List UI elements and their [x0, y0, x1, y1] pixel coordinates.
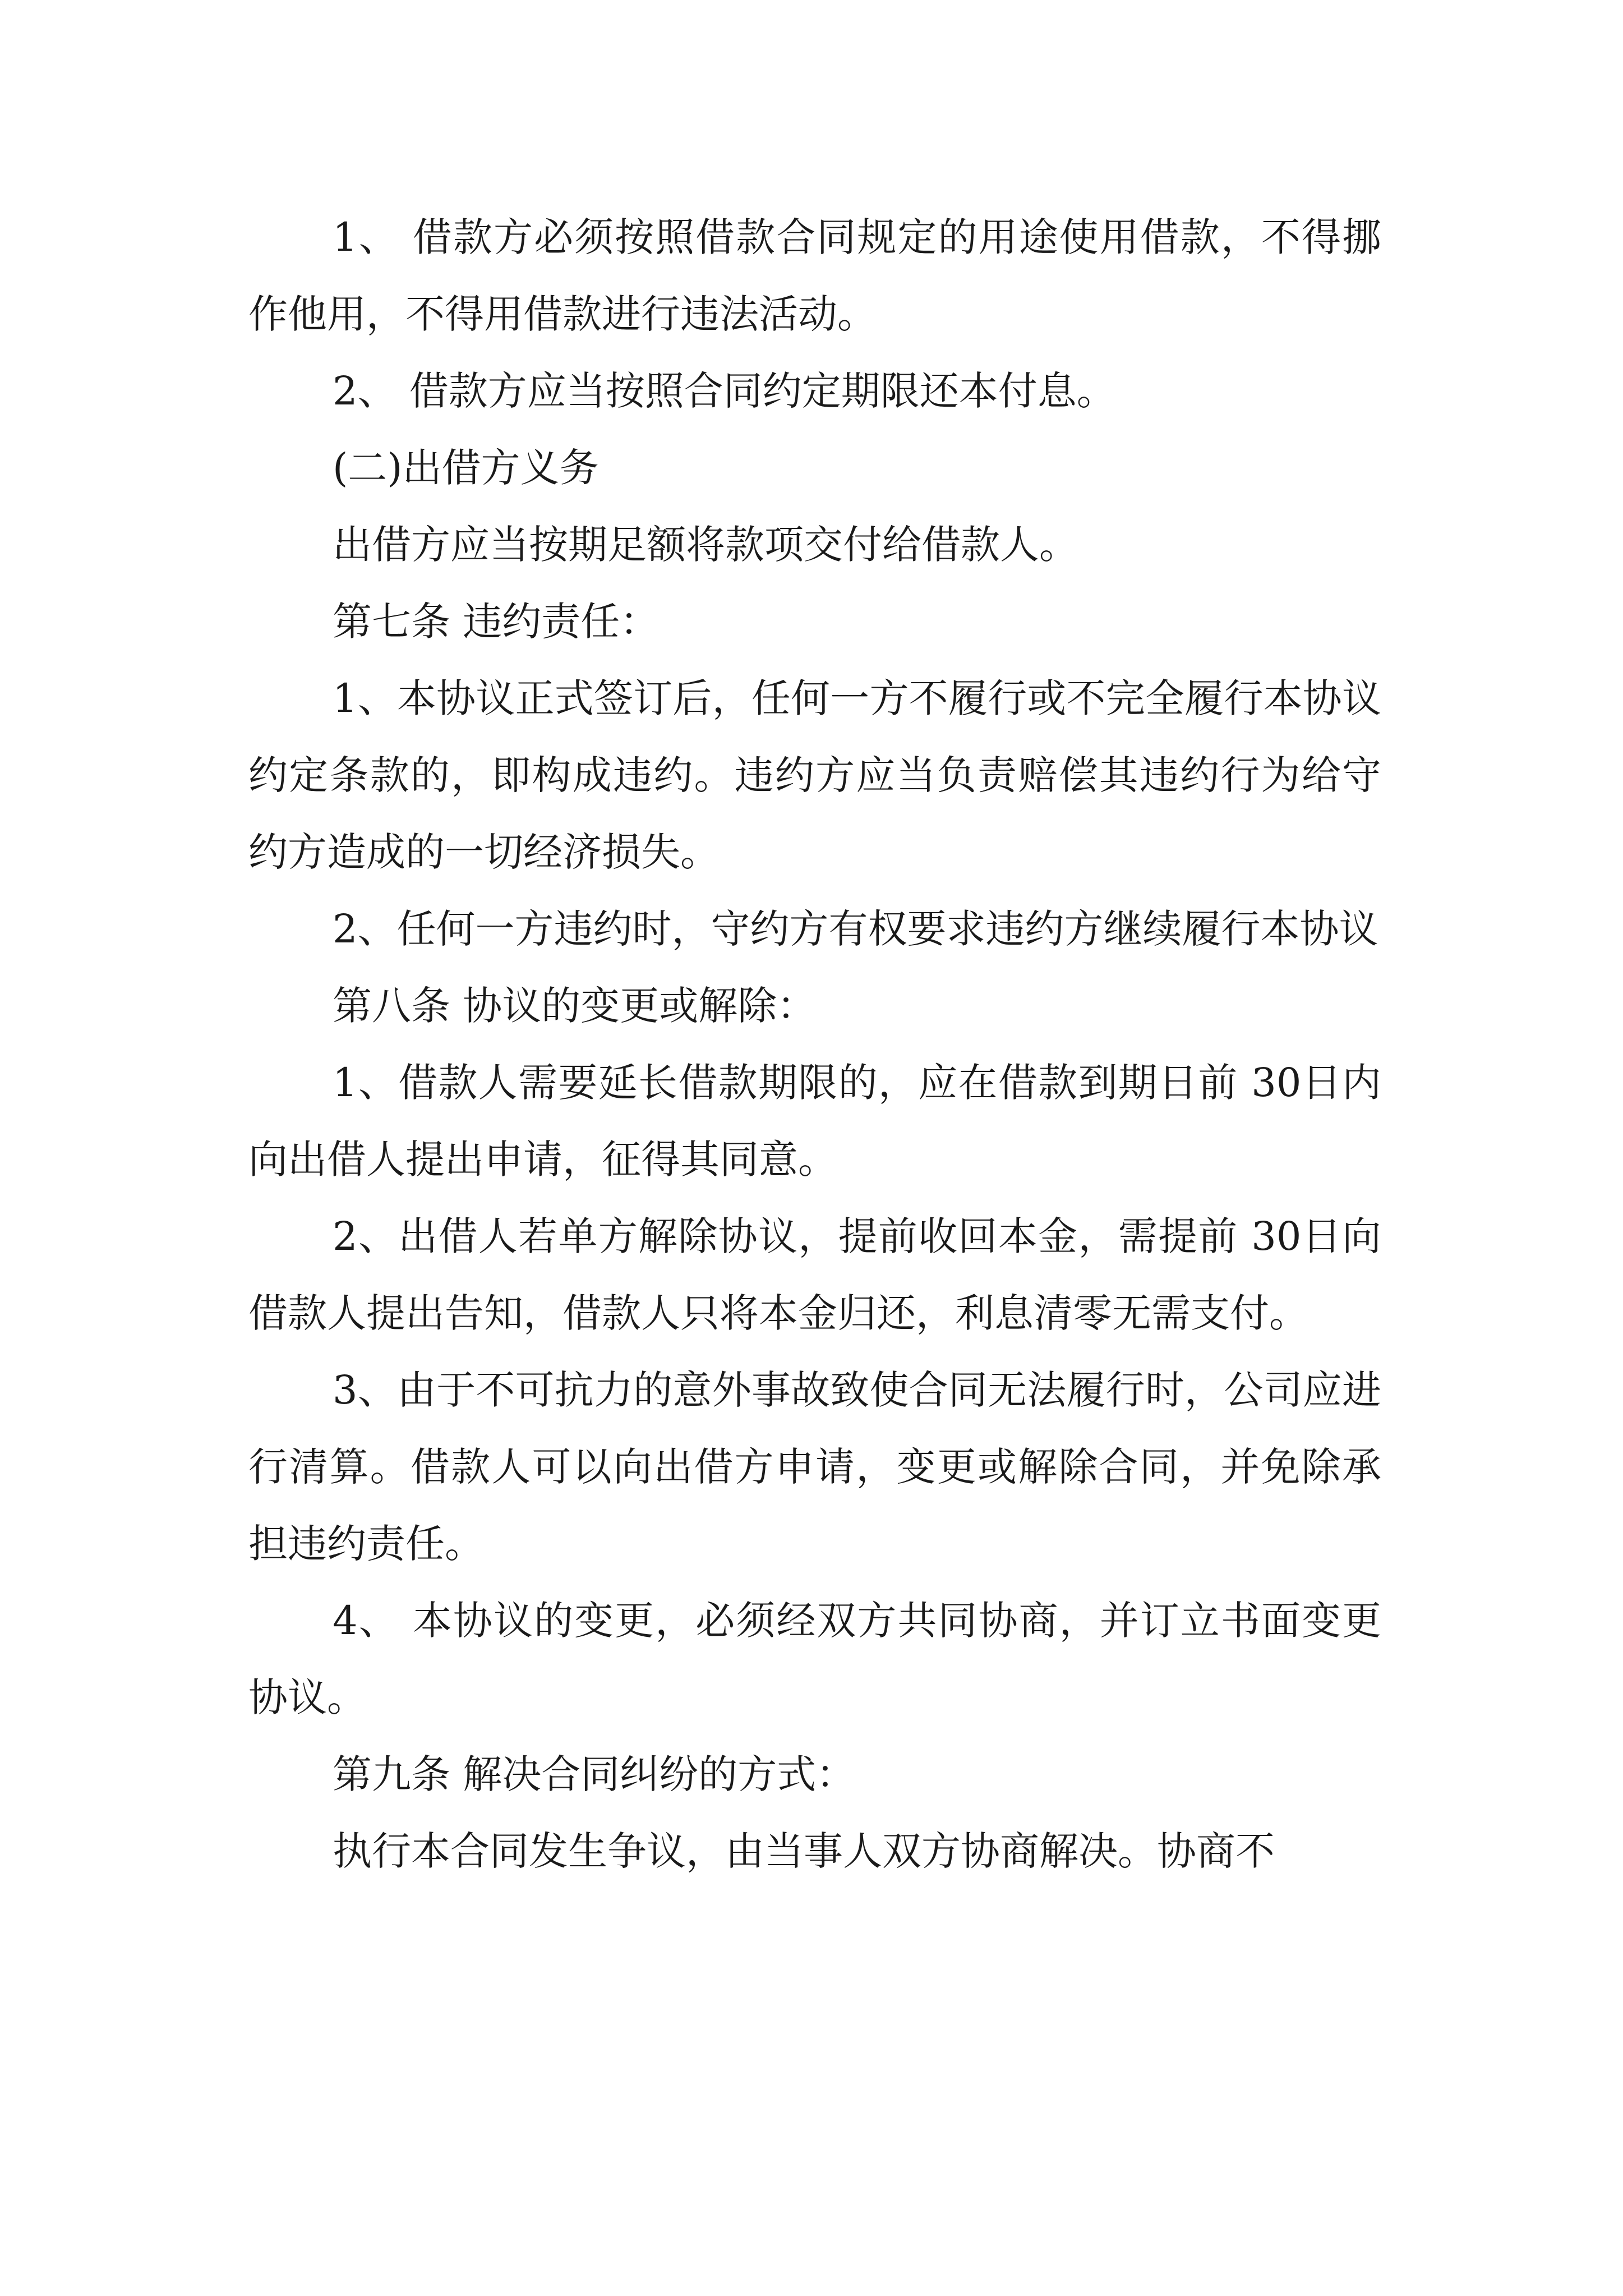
document-body [248, 199, 1381, 1890]
paragraph-borrower-use-of-loan: 1、 借款方必须按照借款合同规定的用途使用借款，不得挪作他用，不得用借款进行违法活动。 [248, 214, 1381, 337]
paragraph-force-majeure: 3、由于不可抗力的意外事故致使合同无法履行时，公司应进行清算。借款人可以向出借方申请，变更或解除合同，并免除承担违约责任。 [248, 1367, 1381, 1567]
heading-article-7: 第七条 违约责任： [333, 599, 660, 645]
heading-lender-obligations: (二)出借方义务 [333, 445, 599, 491]
paragraph-lender-delivery: 出借方应当按期足额将款项交付给借款人。 [333, 522, 1078, 568]
paragraph-dispute-resolution: 执行本合同发生争议，由当事人双方协商解决。协商不 [333, 1828, 1275, 1874]
paragraph-extension-request: 1、借款人需要延长借款期限的，应在借款到期日前 30日内向出借人提出申请，征得其同意。 [248, 1060, 1381, 1182]
heading-article-9: 第九条 解决合同纠纷的方式： [333, 1751, 856, 1797]
heading-article-8: 第八条 协议的变更或解除： [333, 983, 817, 1029]
paragraph-amendment: 4、 本协议的变更，必须经双方共同协商，并订立书面变更协议。 [248, 1598, 1381, 1720]
paragraph-breach-remedy: 2、任何一方违约时，守约方有权要求违约方继续履行本协议 [333, 906, 1378, 952]
paragraph-breach-definition: 1、本协议正式签订后，任何一方不履行或不完全履行本协议约定条款的，即构成违约。违约方应当负责赔偿其违约行为给守约方造成的一切经济损失。 [248, 675, 1381, 875]
paragraph-lender-termination: 2、出借人若单方解除协议，提前收回本金，需提前 30日向借款人提出告知，借款人只将本金归还，利息清零无需支付。 [248, 1213, 1381, 1336]
paragraph-borrower-repayment: 2、 借款方应当按照合同约定期限还本付息。 [333, 368, 1116, 414]
